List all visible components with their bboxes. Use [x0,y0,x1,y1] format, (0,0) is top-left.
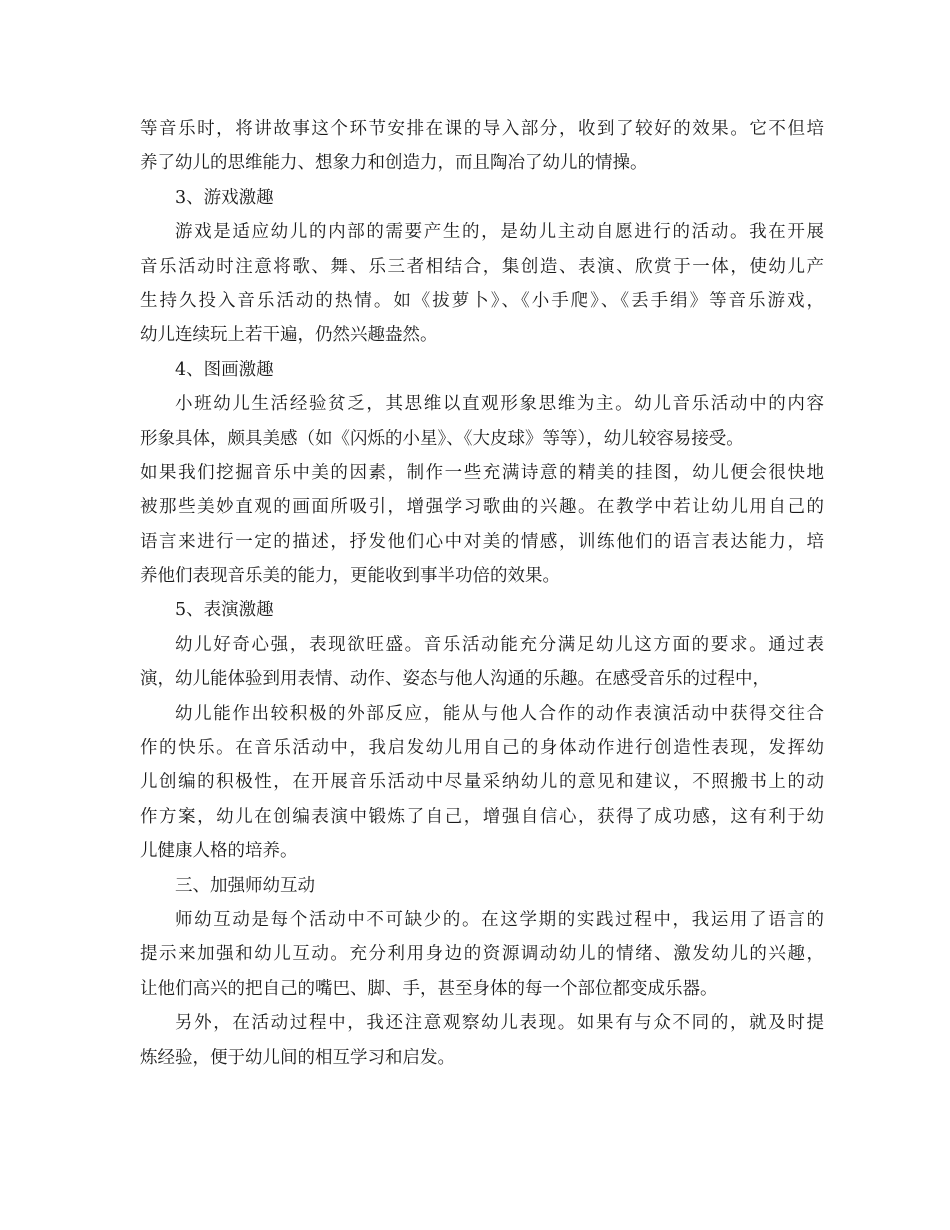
text-line: 另外，在活动过程中，我还注意观察幼儿表现。如果有与众不同的，就及时提 [175,1013,824,1034]
text-line: 被那些美妙直观的画面所吸引，增强学习歌曲的兴趣。在教学中若让幼儿用自己的 [140,497,824,518]
text-line: 炼经验，便于幼儿间的相互学习和启发。 [140,1047,455,1068]
text-line: 等音乐时，将讲故事这个环节安排在课的导入部分，收到了较好的效果。它不但培 [140,119,824,139]
text-line: 养了幼儿的思维能力、想象力和创造力，而且陶冶了幼儿的情操。 [140,153,648,174]
text-line: 提示来加强和幼儿互动。充分利用身边的资源调动幼儿的情绪、激发幼儿的兴趣， [140,944,824,965]
text-line: 幼儿连续玩上若干遍，仍然兴趣盎然。 [140,325,438,346]
text-line: 儿创编的积极性，在开展音乐活动中尽量采纳幼儿的意见和建议，不照搬书上的动 [140,772,824,793]
text-line: 幼儿能作出较积极的外部反应，能从与他人合作的动作表演活动中获得交往合 [175,703,824,724]
text-line: 语言来进行一定的描述，抒发他们心中对美的情感，训练他们的语言表达能力，培 [140,531,824,552]
text-line: 养他们表现音乐美的能力，更能收到事半功倍的效果。 [140,566,560,587]
text-line: 师幼互动是每个活动中不可缺少的。在这学期的实践过程中，我运用了语言的 [175,909,824,930]
document-page [140,112,824,1075]
text-line: 3、游戏激趣 [175,187,274,208]
text-line: 作方案，幼儿在创编表演中锻炼了自己，增强自信心，获得了成功感，这有利于幼 [140,806,824,827]
text-line: 儿健康人格的培养。 [140,841,298,862]
text-line: 生持久投入音乐活动的热情。如《拔萝卜》、《小手爬》、《丢手绢》等音乐游戏， [140,290,824,311]
text-line: 音乐活动时注意将歌、舞、乐三者相结合，集创造、表演、欣赏于一体，使幼儿产 [140,256,824,277]
text-line: 作的快乐。在音乐活动中，我启发幼儿用自己的身体动作进行创造性表现，发挥幼 [140,738,824,759]
text-line: 5、表演激趣 [175,600,274,621]
text-line: 游戏是适应幼儿的内部的需要产生的，是幼儿主动自愿进行的活动。我在开展 [175,222,824,243]
text-line: 演，幼儿能体验到用表情、动作、姿态与他人沟通的乐趣。在感受音乐的过程中， [140,669,770,690]
text-line: 让他们高兴的把自己的嘴巴、脚、手，甚至身体的每一个部位都变成乐器。 [140,978,718,999]
text-line: 三、加强师幼互动 [175,875,315,896]
text-line: 幼儿好奇心强，表现欲旺盛。音乐活动能充分满足幼儿这方面的要求。通过表 [175,634,824,655]
text-line: 形象具体，颇具美感（如《闪烁的小星》、《大皮球》等等），幼儿较容易接受。 [140,428,744,449]
text-line: 如果我们挖掘音乐中美的因素，制作一些充满诗意的精美的挂图，幼儿便会很快地 [140,462,824,483]
text-line: 4、图画激趣 [175,359,274,380]
text-line: 小班幼儿生活经验贫乏，其思维以直观形象思维为主。幼儿音乐活动中的内容 [175,394,824,415]
